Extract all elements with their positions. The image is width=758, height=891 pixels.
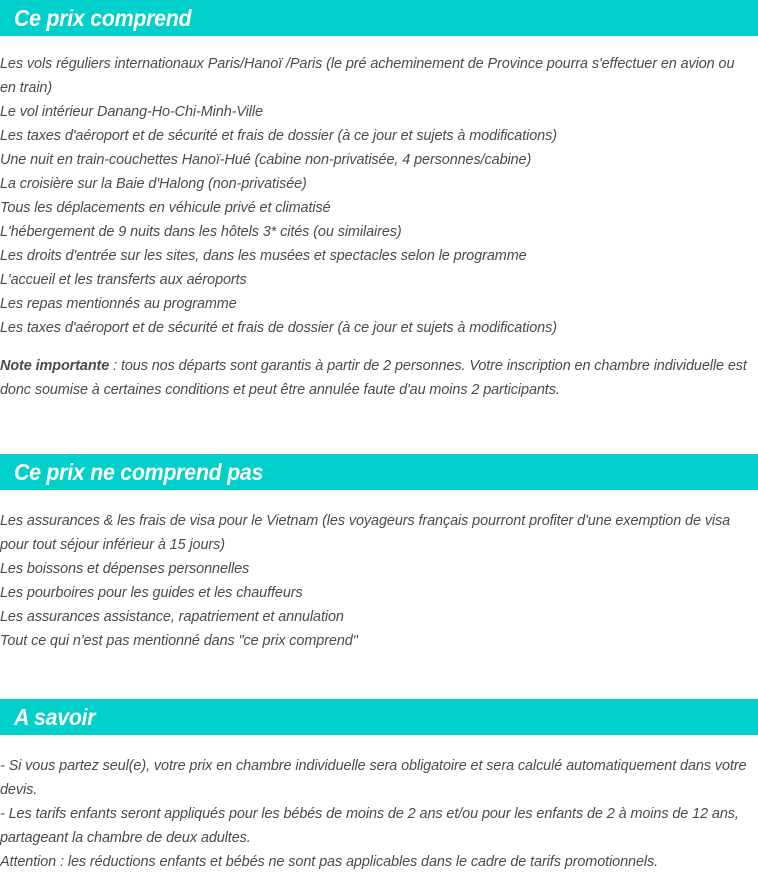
section-title: Ce prix comprend (0, 0, 758, 36)
list-item: L'hébergement de 9 nuits dans les hôtels 3* cités (ou similaires) (0, 223, 402, 240)
list-item: L'accueil et les transferts aux aéroports (0, 271, 247, 288)
list-item: Une nuit en train-couchettes Hanoï-Hué (cabine non-privatisée, 4 personnes/cabine) (0, 151, 532, 168)
list-item: Les taxes d'aéroport et de sécurité et frais de dossier (à ce jour et sujets à modifications) (0, 319, 557, 336)
list-item: Les vols réguliers internationaux Paris/Hanoï /Paris (le pré acheminement de Province pourra s'effectuer en avion ou en train) (0, 55, 735, 96)
important-note-text: : tous nos départs sont garantis à partir de 2 personnes. Votre inscription en chambre individuelle est donc soumise à certaines conditions et peut être annulée faute d'au moins 2 participants. (0, 357, 747, 398)
list-item: Les droits d'entrée sur les sites, dans les musées et spectacles selon le programme (0, 247, 527, 264)
spacer (0, 653, 758, 699)
section-header-ce-prix-ne-comprend-pas (0, 454, 758, 490)
spacer (0, 340, 752, 354)
list-item: - Les tarifs enfants seront appliqués pour les bébés de moins de 2 ans et/ou pour les enfants de 2 à moins de 12 ans, partageant la chambre de deux adultes. (0, 805, 739, 846)
important-note (0, 354, 750, 402)
list-item: Les boissons et dépenses personnelles (0, 560, 250, 577)
list-item: Les assurances assistance, rapatriement et annulation (0, 608, 344, 625)
section-title: A savoir (0, 699, 758, 735)
list-item: Tout ce qui n'est pas mentionné dans "ce prix comprend" (0, 632, 358, 649)
list-item: Attention : les réductions enfants et bébés ne sont pas applicables dans le cadre de tarifs promotionnels. (0, 853, 659, 870)
spacer (0, 735, 758, 754)
section-header-a-savoir (0, 699, 758, 735)
section-body-ce-prix-ne-comprend-pas (0, 509, 758, 653)
list-item: Tous les déplacements en véhicule privé et climatisé (0, 199, 331, 216)
spacer (0, 36, 758, 52)
spacer (0, 490, 758, 509)
important-note-label: Note importante (0, 357, 110, 374)
list-item: - Si vous partez seul(e), votre prix en chambre individuelle sera obligatoire et sera calculé automatiquement dans votre devis. (0, 757, 747, 798)
section-body-a-savoir (0, 754, 758, 874)
spacer (0, 402, 758, 454)
list-item: La croisière sur la Baie d'Halong (non-privatisée) (0, 175, 307, 192)
list-item: Les taxes d'aéroport et de sécurité et frais de dossier (à ce jour et sujets à modifications) (0, 127, 557, 144)
list-item: Le vol intérieur Danang-Ho-Chi-Minh-Ville (0, 103, 263, 120)
section-header-ce-prix-comprend (0, 0, 758, 36)
list-item: Les pourboires pour les guides et les chauffeurs (0, 584, 303, 601)
section-title: Ce prix ne comprend pas (0, 454, 758, 490)
list-item: Les repas mentionnés au programme (0, 295, 237, 312)
list-item: Les assurances & les frais de visa pour le Vietnam (les voyageurs français pourront profiter d'une exemption de visa pour tout séjour inférieur à 15 jours) (0, 512, 731, 553)
section-body-ce-prix-comprend (0, 52, 758, 402)
